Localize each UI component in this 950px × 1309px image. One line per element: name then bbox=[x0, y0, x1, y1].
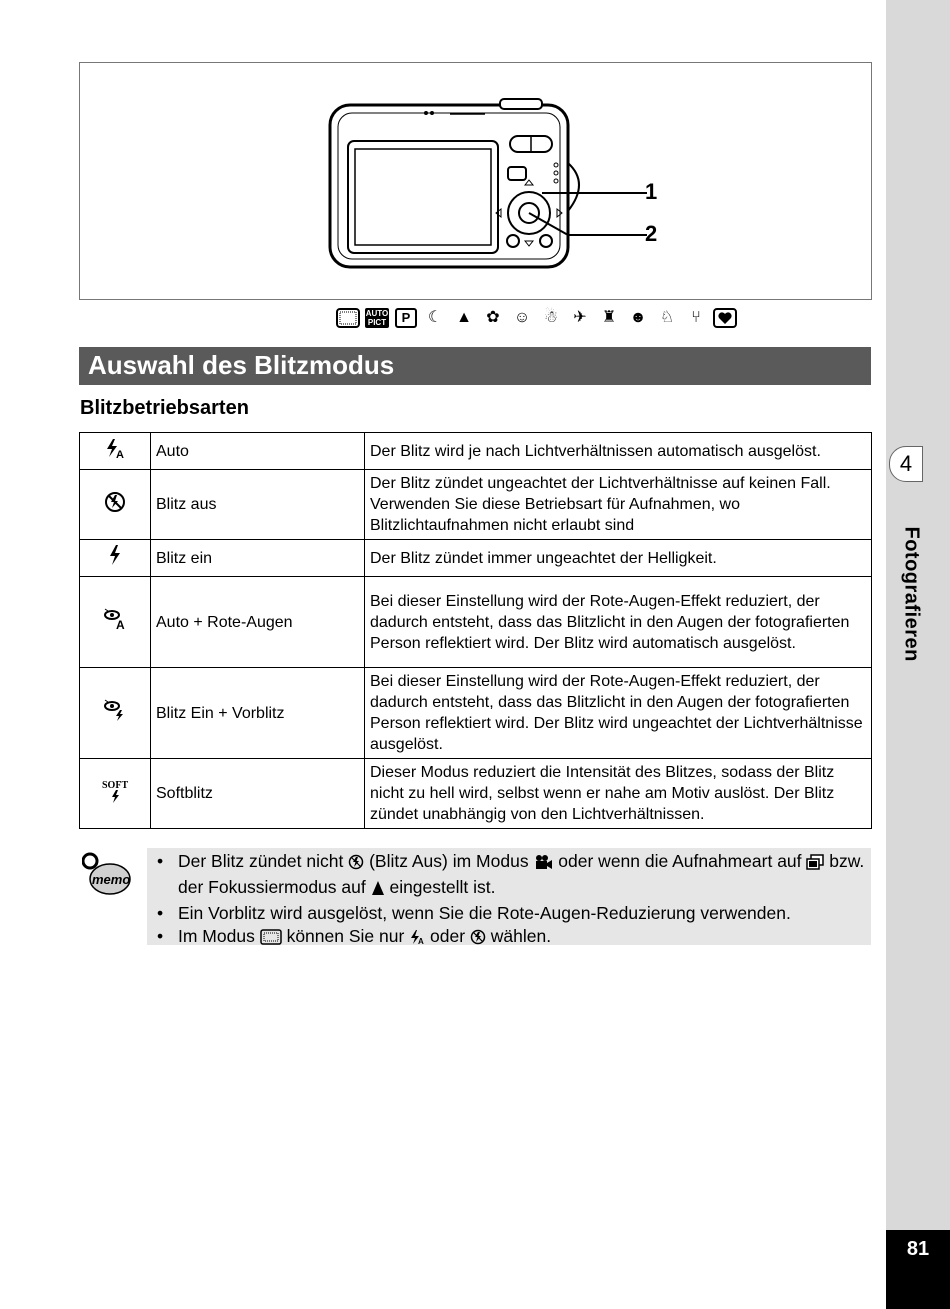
soft-flash-icon bbox=[80, 759, 151, 829]
table-row bbox=[80, 668, 872, 759]
memo-text: Im Modus bbox=[178, 926, 260, 946]
movie-icon bbox=[533, 853, 553, 876]
mode-name: Blitz Ein + Vorblitz bbox=[151, 668, 365, 759]
red-eye-on-icon bbox=[80, 668, 151, 759]
landscape-icon: ▲ bbox=[456, 309, 472, 326]
subheading: Blitzbetriebsarten bbox=[80, 397, 249, 419]
flash-on-icon bbox=[80, 540, 151, 577]
mode-name: Softblitz bbox=[151, 759, 365, 829]
mode-name: Auto bbox=[151, 433, 365, 470]
memo-icon bbox=[82, 851, 132, 902]
portrait-icon: ☺ bbox=[513, 309, 531, 326]
picture-mode-icon bbox=[336, 306, 360, 330]
flash-off-icon bbox=[470, 928, 486, 951]
shooting-mode-icons bbox=[336, 306, 737, 330]
mode-description: Der Blitz wird je nach Lichtverhältnissen automatisch ausgelöst. bbox=[365, 433, 872, 470]
red-eye-auto-icon bbox=[80, 577, 151, 668]
infinity-landscape-icon bbox=[371, 879, 385, 902]
flash-off-icon bbox=[348, 853, 364, 876]
camera-back-icon bbox=[80, 63, 871, 299]
frame-composite-icon bbox=[713, 306, 737, 330]
memo-item bbox=[157, 902, 867, 925]
mode-description: Der Blitz zündet ungeachtet der Lichtverhältnisse auf keinen Fall. Verwenden Sie diese Betriebsart für Aufnahmen, wo Blitzlichtaufnahmen nicht erlaubt sind bbox=[365, 470, 872, 540]
flash-mode-table bbox=[79, 432, 872, 829]
flash-off-icon bbox=[80, 470, 151, 540]
auto-picture-icon bbox=[365, 306, 389, 330]
memo-text: oder bbox=[425, 926, 470, 946]
chapter-title: Fotografieren bbox=[900, 526, 923, 662]
flash-auto-icon bbox=[80, 433, 151, 470]
mode-name: Auto + Rote-Augen bbox=[151, 577, 365, 668]
mode-description: Bei dieser Einstellung wird der Rote-Augen-Effekt reduziert, der dadurch entsteht, dass das Blitzlicht in den Augen der fotografierten Person reflektiert wird. Der Blitz wird automatisch ausgelöst. bbox=[365, 577, 872, 668]
memo-text: Der Blitz zündet nicht bbox=[178, 851, 349, 871]
sport-icon: ✈ bbox=[573, 309, 587, 326]
section-title: Auswahl des Blitzmodus bbox=[88, 350, 395, 380]
night-scene-icon: ☾ bbox=[427, 309, 443, 326]
callout-1: 1 bbox=[645, 179, 658, 204]
memo-text: Ein Vorblitz wird ausgelöst, wenn Sie die Rote-Augen-Reduzierung verwenden. bbox=[178, 903, 791, 923]
program-letter: P bbox=[395, 308, 417, 328]
memo-text: bzw. der Fokussiermodus auf bbox=[178, 851, 865, 897]
chapter-number: 4 bbox=[889, 446, 923, 482]
pet-icon: ♘ bbox=[659, 309, 675, 326]
mode-name: Blitz aus bbox=[151, 470, 365, 540]
memo-text: oder wenn die Aufnahmeart auf bbox=[553, 851, 807, 871]
snow-icon: ☃ bbox=[543, 309, 559, 326]
mode-name: Blitz ein bbox=[151, 540, 365, 577]
continuous-shooting-icon bbox=[806, 853, 824, 876]
red-eye-auto-letter: A bbox=[116, 618, 125, 631]
page-number: 81 bbox=[906, 1238, 930, 1260]
memo-text: können Sie nur bbox=[281, 926, 410, 946]
flash-auto-letter-inline: A bbox=[418, 937, 424, 945]
kids-icon: ☻ bbox=[629, 309, 647, 326]
memo-label: memo bbox=[92, 872, 131, 887]
table-row bbox=[80, 540, 872, 577]
mode-description: Bei dieser Einstellung wird der Rote-Augen-Effekt reduziert, der dadurch entsteht, dass das Blitzlicht in den Augen der fotografierten Person reflektiert wird. Der Blitz wird ungeachtet der Lichtverhältnisse ausgelöst. bbox=[365, 668, 872, 759]
memo-item bbox=[157, 925, 867, 951]
memo-text: eingestellt ist. bbox=[384, 877, 496, 897]
table-row bbox=[80, 470, 872, 540]
digital-sr-icon: ♜ bbox=[601, 309, 617, 326]
auto-picture-top: AUTO bbox=[365, 309, 389, 318]
food-icon: ⑂ bbox=[691, 309, 701, 326]
flash-auto-letter: A bbox=[116, 449, 124, 459]
table-row bbox=[80, 433, 872, 470]
soft-flash-label: SOFT bbox=[102, 779, 129, 791]
flower-icon: ✿ bbox=[486, 309, 500, 326]
mode-description: Der Blitz zündet immer ungeachtet der Helligkeit. bbox=[365, 540, 872, 577]
mode-description: Dieser Modus reduziert die Intensität des Blitzes, sodass der Blitz nicht zu hell wird, selbst wenn er nahe am Motiv auslöst. Der Blitz zündet unabhängig von den Lichtverhältnissen. bbox=[365, 759, 872, 829]
flash-auto-icon bbox=[409, 928, 425, 951]
memo-text: (Blitz Aus) im Modus bbox=[364, 851, 534, 871]
table-row bbox=[80, 759, 872, 829]
camera-illustration bbox=[79, 62, 872, 300]
auto-picture-bottom: PICT bbox=[367, 318, 387, 327]
callout-2: 2 bbox=[645, 221, 658, 246]
table-row bbox=[80, 577, 872, 668]
program-icon bbox=[394, 306, 418, 330]
picture-mode-icon bbox=[260, 928, 282, 951]
memo-text: wählen. bbox=[485, 926, 552, 946]
memo-item bbox=[157, 850, 867, 902]
memo-list bbox=[157, 850, 867, 951]
